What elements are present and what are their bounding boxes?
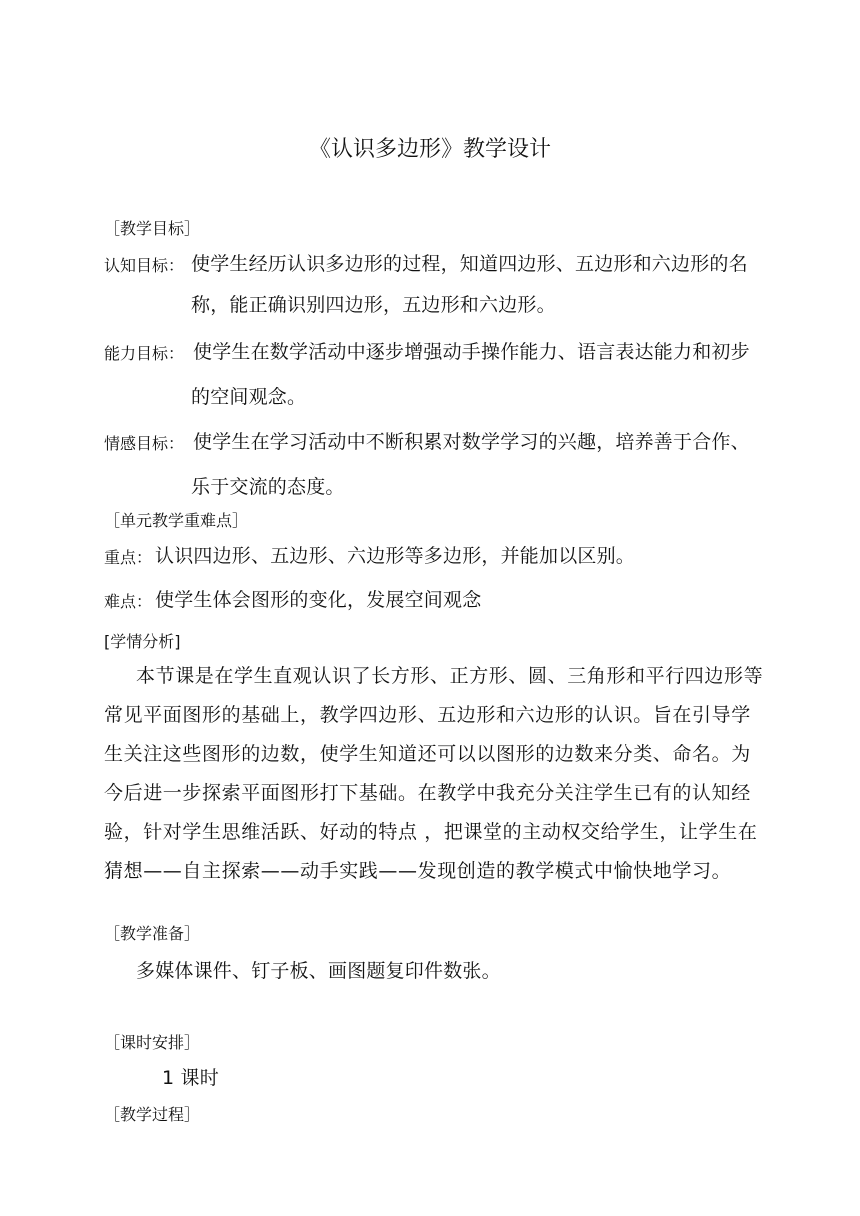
analysis-line-3: 生关注这些图形的边数，使学生知道还可以以图形的边数来分类、命名。为 <box>104 743 751 765</box>
difficulty-label: 难点： <box>104 592 153 611</box>
analysis-line-5: 验，针对学生思维活跃、好动的特点 ，把课堂的主动权交给学生，让学生在 <box>104 821 758 843</box>
emotion-text-2: 乐于交流的态度。 <box>191 476 345 498</box>
schedule-heading: ［课时安排］ <box>104 1033 201 1052</box>
analysis-line-2: 常见平面图形的基础上，教学四边形、五边形和六边形的认识。旨在引导学 <box>104 704 751 726</box>
difficulty-text: 使学生体会图形的变化，发展空间观念 <box>155 589 482 611</box>
analysis-line-4: 今后进一步探索平面图形打下基础。在教学中我充分关注学生已有的认知经 <box>104 782 751 804</box>
page-title: 《认识多边形》教学设计 <box>308 137 551 162</box>
objectives-heading: ［教学目标］ <box>104 219 201 238</box>
analysis-heading: [学情分析] <box>104 632 181 651</box>
focus-label: 重点： <box>104 548 153 567</box>
cognitive-text-2: 称，能正确识别四边形，五边形和六边形。 <box>191 294 556 316</box>
cognitive-text-1: 使学生经历认识多边形的过程，知道四边形、五边形和六边形的名 <box>191 253 748 275</box>
key-points-heading: ［单元教学重难点］ <box>104 511 249 530</box>
cognitive-label: 认知目标： <box>104 256 185 275</box>
process-heading: ［教学过程］ <box>104 1105 201 1124</box>
emotion-text-1: 使学生在学习活动中不断积累对数学学习的兴趣，培养善于合作、 <box>193 431 750 453</box>
ability-label: 能力目标： <box>104 344 185 363</box>
emotion-label: 情感目标： <box>104 434 185 453</box>
focus-text: 认识四边形、五边形、六边形等多边形，并能加以区别。 <box>155 545 636 567</box>
analysis-line-1: 本节课是在学生直观认识了长方形、正方形、圆、三角形和平行四边形等 <box>136 665 764 687</box>
analysis-line-6: 猜想——自主探索——动手实践——发现创造的教学模式中愉快地学习。 <box>104 860 732 882</box>
schedule-text: 1 课时 <box>162 1067 219 1089</box>
preparation-heading: ［教学准备］ <box>104 924 201 943</box>
ability-text-2: 的空间观念。 <box>191 386 307 408</box>
ability-text-1: 使学生在数学活动中逐步增强动手操作能力、语言表达能力和初步 <box>193 341 750 363</box>
preparation-text: 多媒体课件、钉子板、画图题复印件数张。 <box>136 960 501 982</box>
